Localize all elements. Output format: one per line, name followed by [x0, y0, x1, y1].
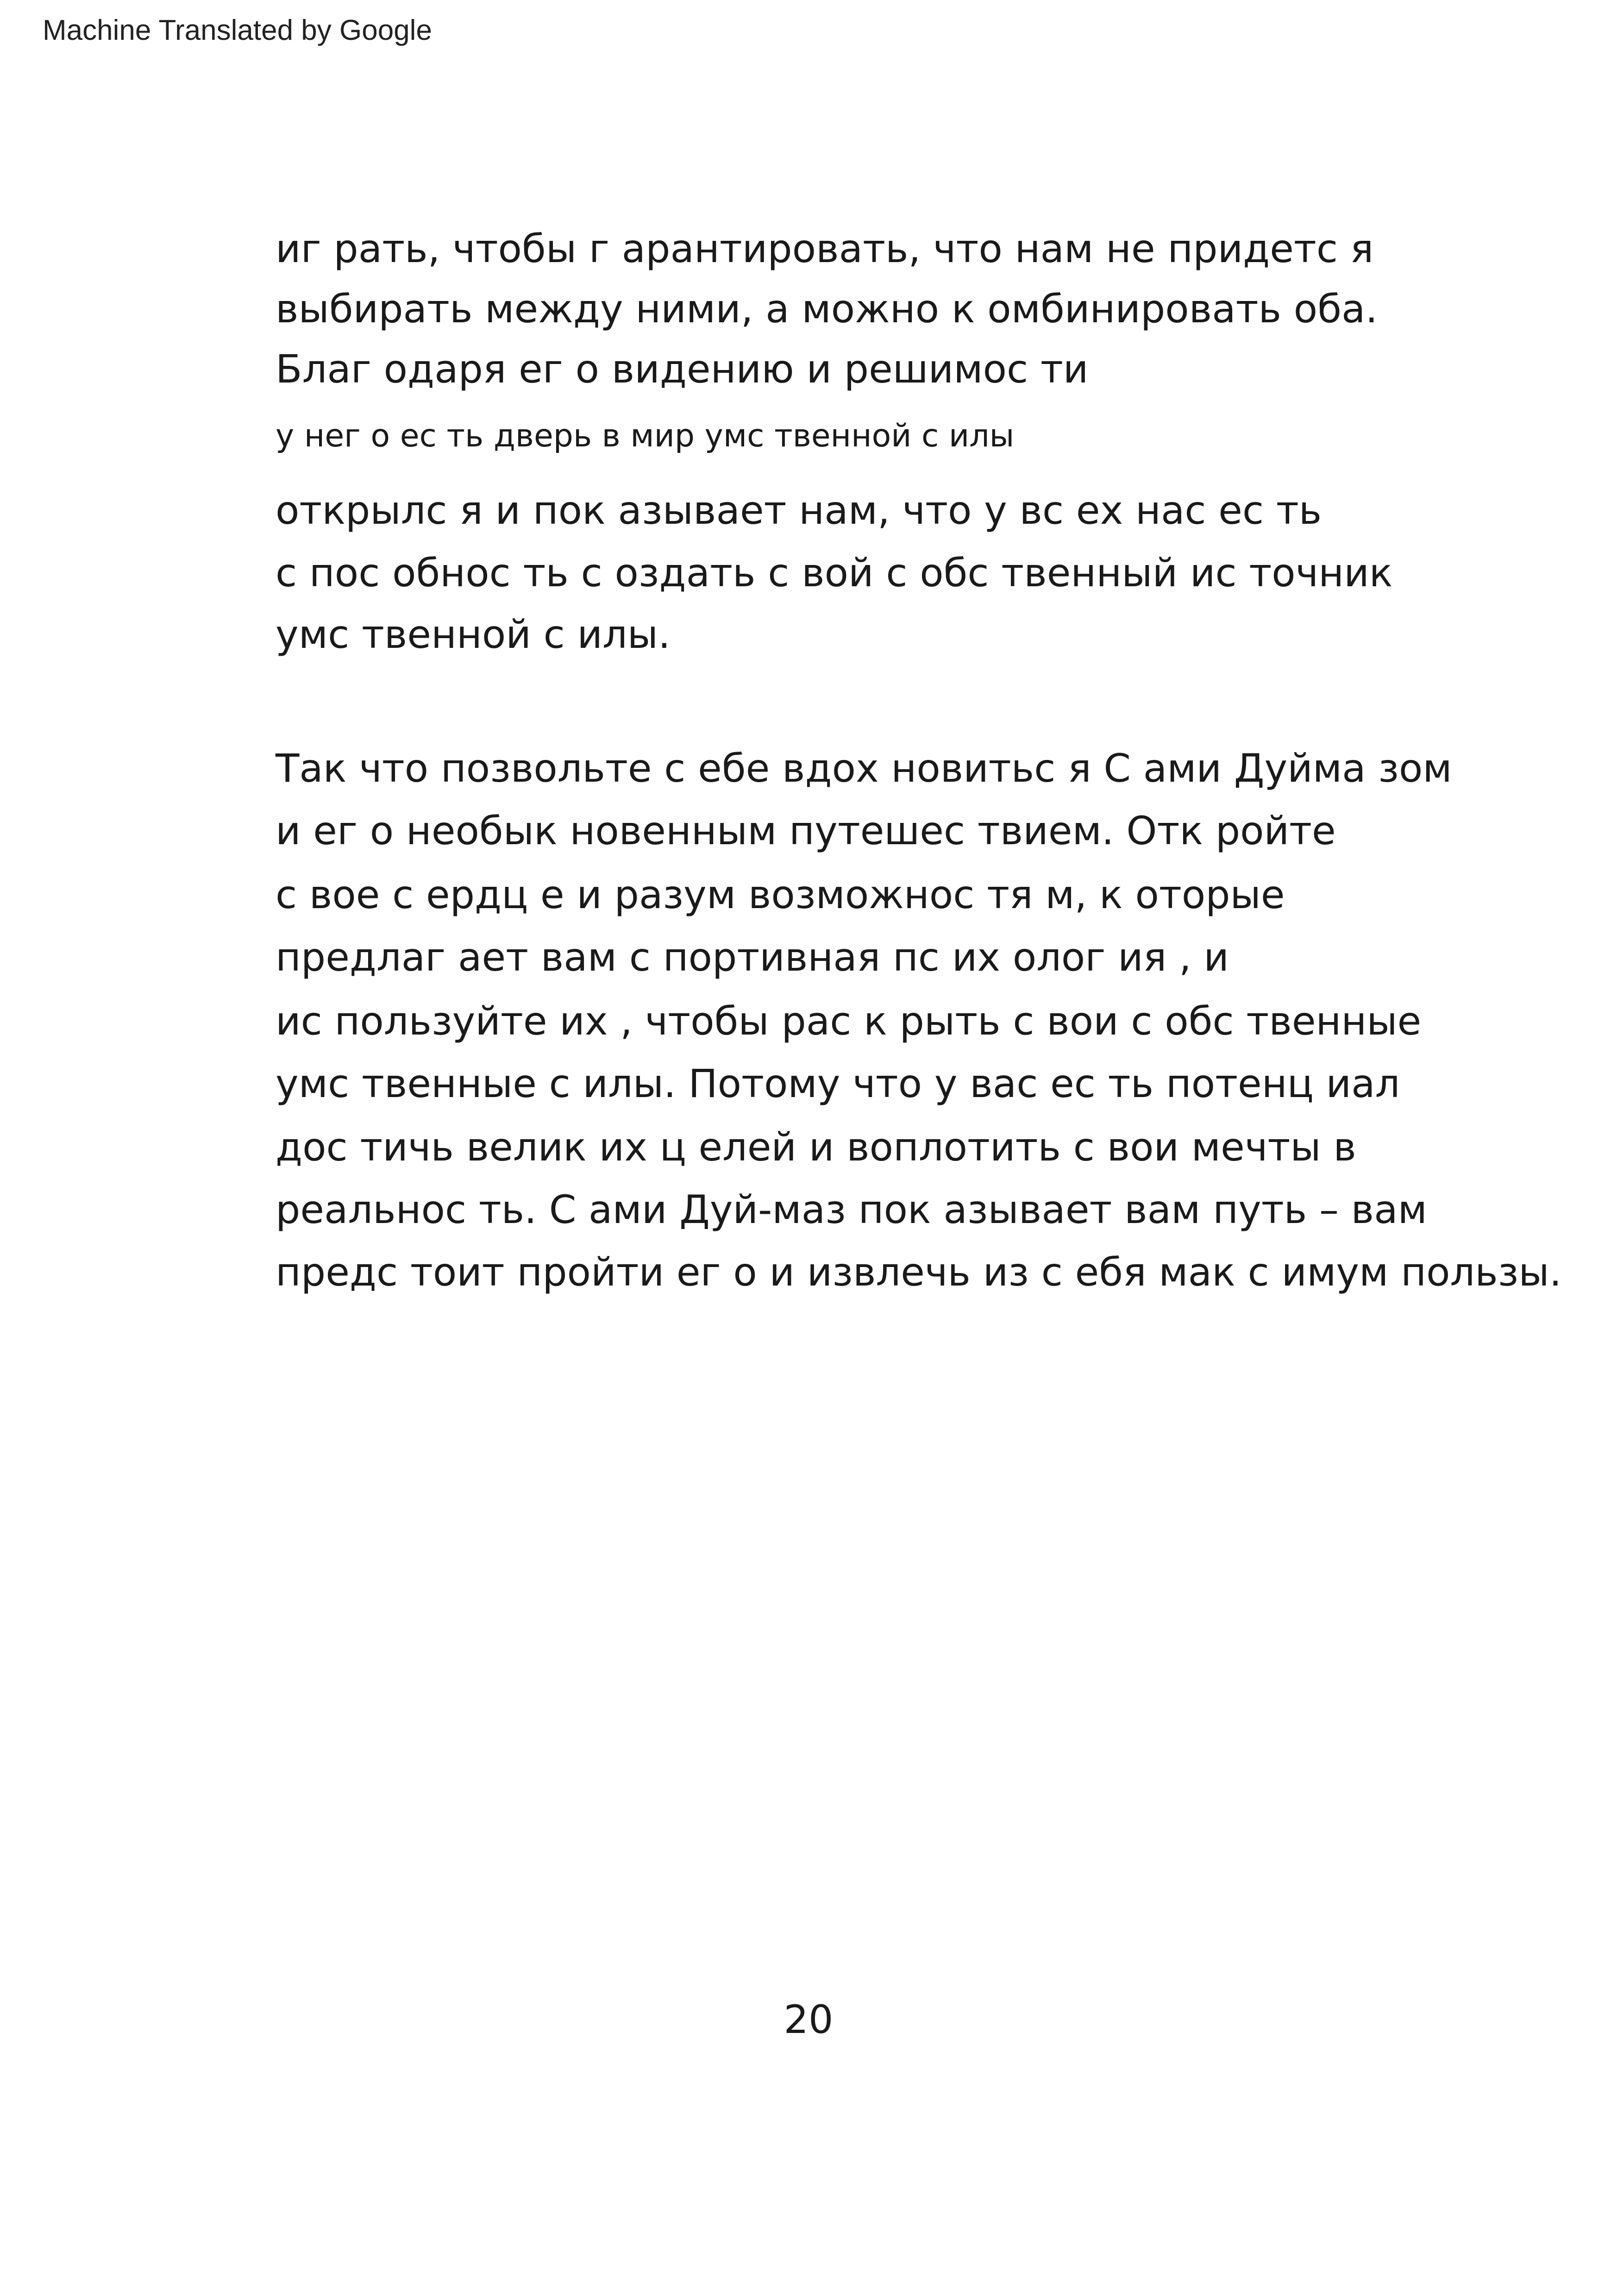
paragraph-line: умс твенные с илы. Потому что у вас ес ть потенц иал	[276, 1061, 1400, 1106]
paragraph-line: с вое с ердц е и разум возможнос тя м, к оторые	[276, 872, 1285, 917]
paragraph-line: открылс я и пок азывает нам, что у вс ех нас ес ть	[276, 488, 1322, 533]
paragraph-line: выбирать между ними, а можно к омбинировать оба.	[276, 286, 1378, 332]
paragraph-line: ис пользуйте их , чтобы рас к рыть с вои с обс твенные	[276, 998, 1422, 1044]
page-number: 20	[783, 1997, 834, 2042]
paragraph-line: Благ одаря ег о видению и решимос ти	[276, 346, 1089, 392]
paragraph-line: дос тичь велик их ц елей и воплотить с вои мечты в	[276, 1124, 1356, 1170]
machine-translation-banner: Machine Translated by Google	[43, 14, 432, 46]
paragraph-line: умс твенной с илы.	[276, 612, 671, 657]
paragraph-line: и ег о необык новенным путешес твием. Отк ройте	[276, 808, 1336, 853]
paragraph-line: Так что позвольте с ебе вдох новитьс я С ами Дуйма зом	[276, 746, 1452, 791]
paragraph-line: реальнос ть. С ами Дуй-маз пок азывает вам путь – вам	[276, 1187, 1428, 1232]
paragraph-line: предлаг ает вам с портивная пс их олог ия , и	[276, 935, 1229, 980]
paragraph-line: предс тоит пройти ег о и извлечь из с ебя мак с имум пользы.	[276, 1249, 1562, 1295]
paragraph-line: с пос обнос ть с оздать с вой с обс твенный ис точник	[276, 550, 1393, 596]
paragraph-line: у нег о ес ть дверь в мир умс твенной с илы	[276, 418, 1015, 454]
paragraph-line: иг рать, чтобы г арантировать, что нам не придетс я	[276, 226, 1374, 271]
